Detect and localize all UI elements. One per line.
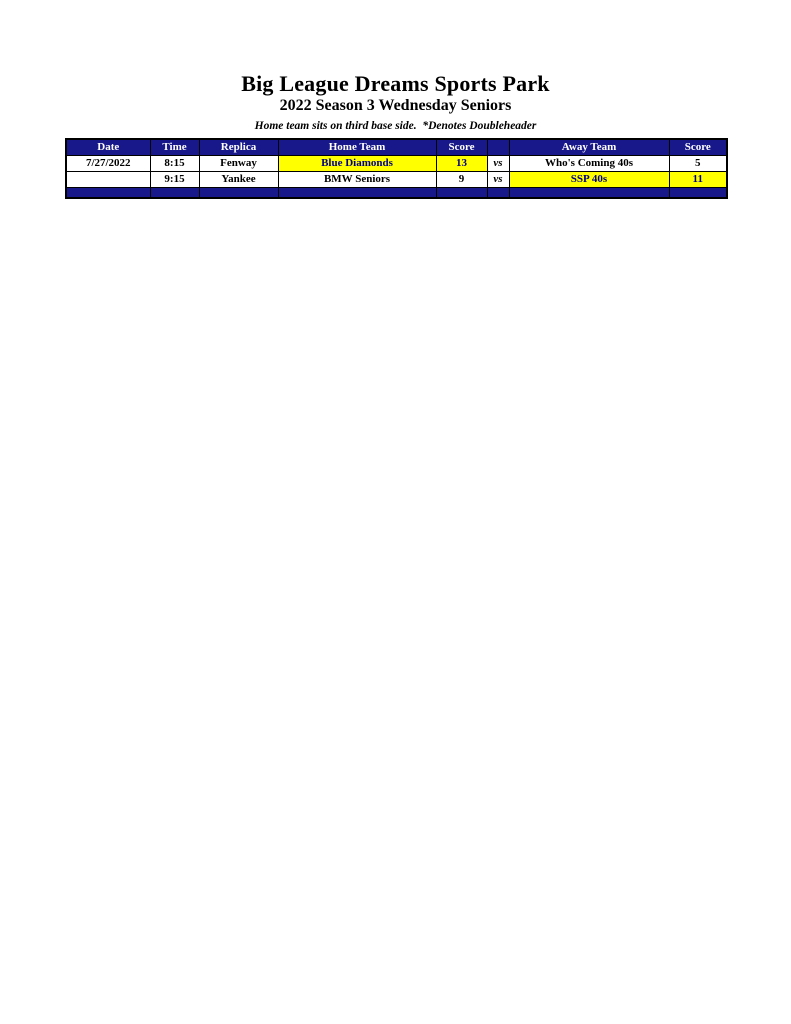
away-team-cell: Who's Coming 40s — [509, 155, 669, 171]
col-header-replica: Replica — [199, 139, 278, 155]
home-team-note: Home team sits on third base side. *Denotes Doubleheader — [254, 120, 537, 132]
game-row — [66, 171, 727, 187]
col-header-date: Date — [66, 139, 150, 155]
home-score-cell: 9 — [436, 171, 487, 187]
date-cell: 7/27/2022 — [66, 155, 150, 171]
footer-cell — [487, 187, 509, 198]
footer-cell — [278, 187, 436, 198]
col-header-time: Time — [150, 139, 199, 155]
home-team-cell: Blue Diamonds — [278, 155, 436, 171]
schedule-table — [65, 138, 728, 199]
replica-cell: Yankee — [199, 171, 278, 187]
vs-cell: vs — [487, 155, 509, 171]
replica-cell: Fenway — [199, 155, 278, 171]
page-title: Big League Dreams Sports Park — [241, 71, 550, 96]
home-score-cell: 13 — [436, 155, 487, 171]
table-footer-row — [66, 187, 727, 198]
col-header-vs — [487, 139, 509, 155]
col-header-home-team: Home Team — [278, 139, 436, 155]
footer-cell — [509, 187, 669, 198]
date-cell — [66, 171, 150, 187]
footer-cell — [436, 187, 487, 198]
vs-cell: vs — [487, 171, 509, 187]
time-cell: 9:15 — [150, 171, 199, 187]
game-row — [66, 155, 727, 171]
col-header-away-score: Score — [669, 139, 727, 155]
page-subtitle: 2022 Season 3 Wednesday Seniors — [279, 97, 512, 114]
footer-cell — [199, 187, 278, 198]
col-header-home-score: Score — [436, 139, 487, 155]
home-team-cell: BMW Seniors — [278, 171, 436, 187]
away-score-cell: 11 — [669, 171, 727, 187]
away-team-cell: SSP 40s — [509, 171, 669, 187]
time-cell: 8:15 — [150, 155, 199, 171]
footer-cell — [150, 187, 199, 198]
col-header-away-team: Away Team — [509, 139, 669, 155]
footer-cell — [669, 187, 727, 198]
away-score-cell: 5 — [669, 155, 727, 171]
footer-cell — [66, 187, 150, 198]
table-header-row — [66, 139, 727, 155]
